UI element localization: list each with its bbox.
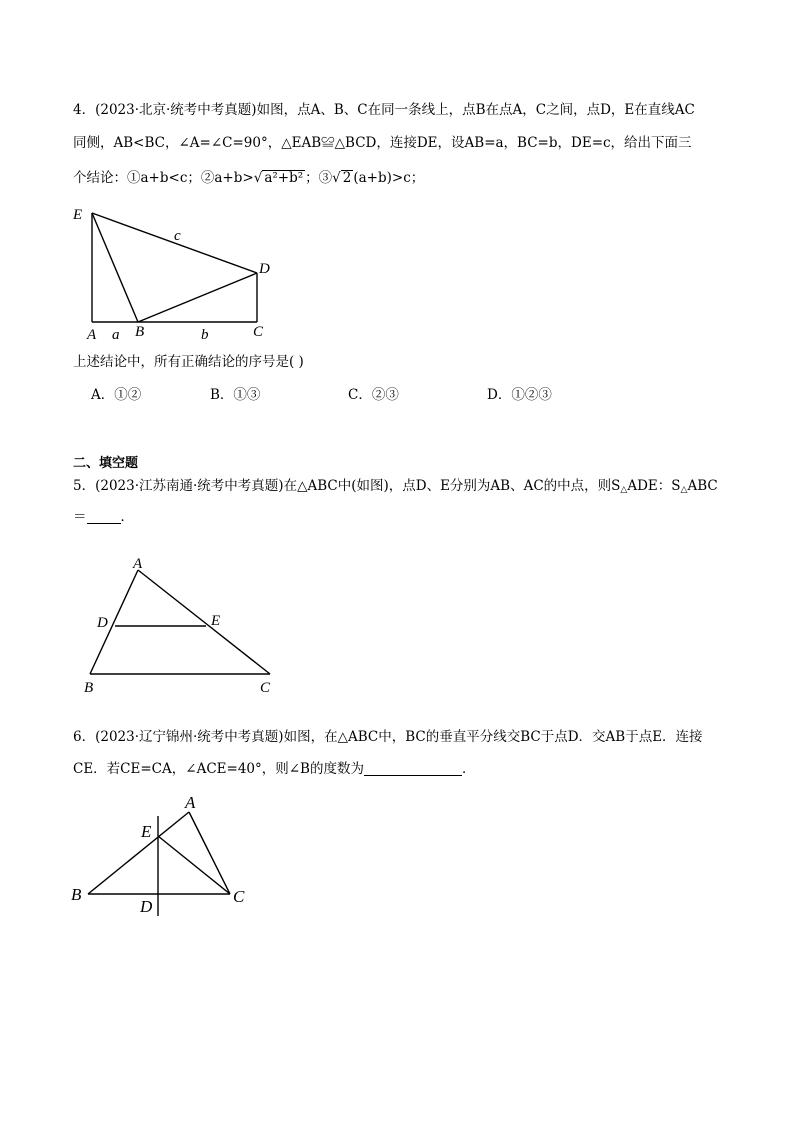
q4-label-a: a (112, 327, 120, 343)
q5-label-A: A (133, 556, 143, 572)
option-value: ①③ (233, 387, 261, 403)
q5-label-B: B (84, 680, 94, 696)
q5-line1 (73, 476, 718, 500)
q4-line3 (73, 168, 424, 188)
q5-label-D: D (97, 615, 108, 631)
q4-figure (70, 200, 300, 345)
q6-label-A: A (185, 793, 196, 812)
q4-label-b: b (201, 327, 209, 343)
q6-text-line2: CE．若CE=CA，∠ACE=40°，则∠B的度数为 (73, 761, 364, 777)
q5-sub-1: △ (620, 485, 628, 495)
q5-number: 5． (73, 478, 96, 494)
option-label: B． (210, 387, 234, 403)
q4-text-line2: 同侧，AB<BC，∠A=∠C=90°，△EAB≌△BCD，连接DE，设AB=a，BC=b，DE=c，给出下面三 (73, 135, 692, 151)
q6-label-D: D (140, 897, 153, 916)
q4-label-D: D (259, 261, 270, 277)
q6-source: (2023·辽宁锦州·统考中考真题) (95, 729, 284, 745)
q4-conclusion-3-radicand: 2 (342, 170, 352, 186)
q4-line2 (73, 133, 692, 153)
q4-label-E: E (73, 207, 83, 223)
q4-option-c[interactable] (348, 383, 399, 403)
option-label: D． (487, 387, 512, 403)
q5-text-end: ABC (687, 478, 718, 494)
q4-conclusion-3 (319, 170, 425, 186)
q4-conclusion-2-radicand: a²+b² (264, 170, 304, 186)
q6-number: 6． (73, 729, 96, 745)
q4-label-c: c (174, 228, 181, 244)
q4-conclusion-2 (201, 170, 319, 186)
q4-label-B: B (135, 324, 145, 340)
q4-option-d[interactable] (487, 383, 552, 403)
q4-text-line1: 如图，点A、B、C在同一条线上，点B在点A，C之间，点D，E在直线AC (256, 102, 695, 118)
option-value: ②③ (371, 387, 399, 403)
q6-label-C: C (233, 887, 245, 906)
sqrt-sign: √ (253, 170, 263, 186)
q6-line1 (73, 727, 703, 747)
q4-line1 (73, 100, 695, 120)
q4-prompt (73, 352, 304, 372)
q4-conclusion-3-rest: (a+b)>c； (353, 170, 425, 186)
q4-conclusion-2-end: ； (305, 170, 319, 186)
q5-text-mid: ADE：S (627, 478, 681, 494)
q4-conclusions-prefix: 个结论： (73, 170, 127, 186)
q5-source: (2023·江苏南通·统考中考真题) (95, 478, 284, 494)
q4-prompt-text: 上述结论中，所有正确结论的序号是( ) (73, 354, 304, 370)
q5-label-C: C (260, 680, 271, 696)
q6-line2 (73, 759, 475, 779)
q4-option-b[interactable] (210, 383, 260, 403)
option-value: ①② (114, 387, 142, 403)
q4-label-C: C (253, 324, 264, 340)
q4-conclusion-2-lhs: ②a+b> (200, 170, 254, 186)
sqrt-sign: √ (332, 170, 341, 186)
q4-number: 4． (73, 102, 96, 118)
q4-label-A: A (87, 327, 97, 343)
q6-label-E: E (141, 822, 152, 841)
q6-text: 如图，在△ABC中，BC的垂直平分线交BC于点D．交AB于点E．连接 (283, 729, 703, 745)
q5-answer-blank[interactable] (87, 509, 121, 524)
q4-option-a[interactable] (91, 383, 141, 403)
q5-text: 在△ABC中(如图)，点D、E分别为AB、AC的中点，则S (283, 478, 621, 494)
q5-figure (80, 553, 295, 696)
option-value: ①②③ (511, 387, 552, 403)
q6-label-B: B (71, 885, 82, 904)
option-label: A． (91, 387, 115, 403)
q5-equals: ＝ (73, 509, 87, 525)
q5-label-E: E (211, 613, 221, 629)
q4-conclusion-3-num: ③ (318, 170, 333, 186)
q5-line2 (73, 507, 134, 527)
q4-conclusion-1: ①a+b<c； (127, 170, 201, 186)
q5-period: ． (120, 509, 134, 525)
q5-sub-2: △ (680, 485, 688, 495)
q6-period: ． (461, 761, 476, 777)
q6-answer-blank[interactable] (364, 761, 462, 776)
option-label: C． (348, 387, 372, 403)
section-title: 二、填空题 (73, 456, 139, 471)
q4-source: (2023·北京·统考中考真题) (95, 102, 257, 118)
q6-figure (68, 792, 268, 927)
